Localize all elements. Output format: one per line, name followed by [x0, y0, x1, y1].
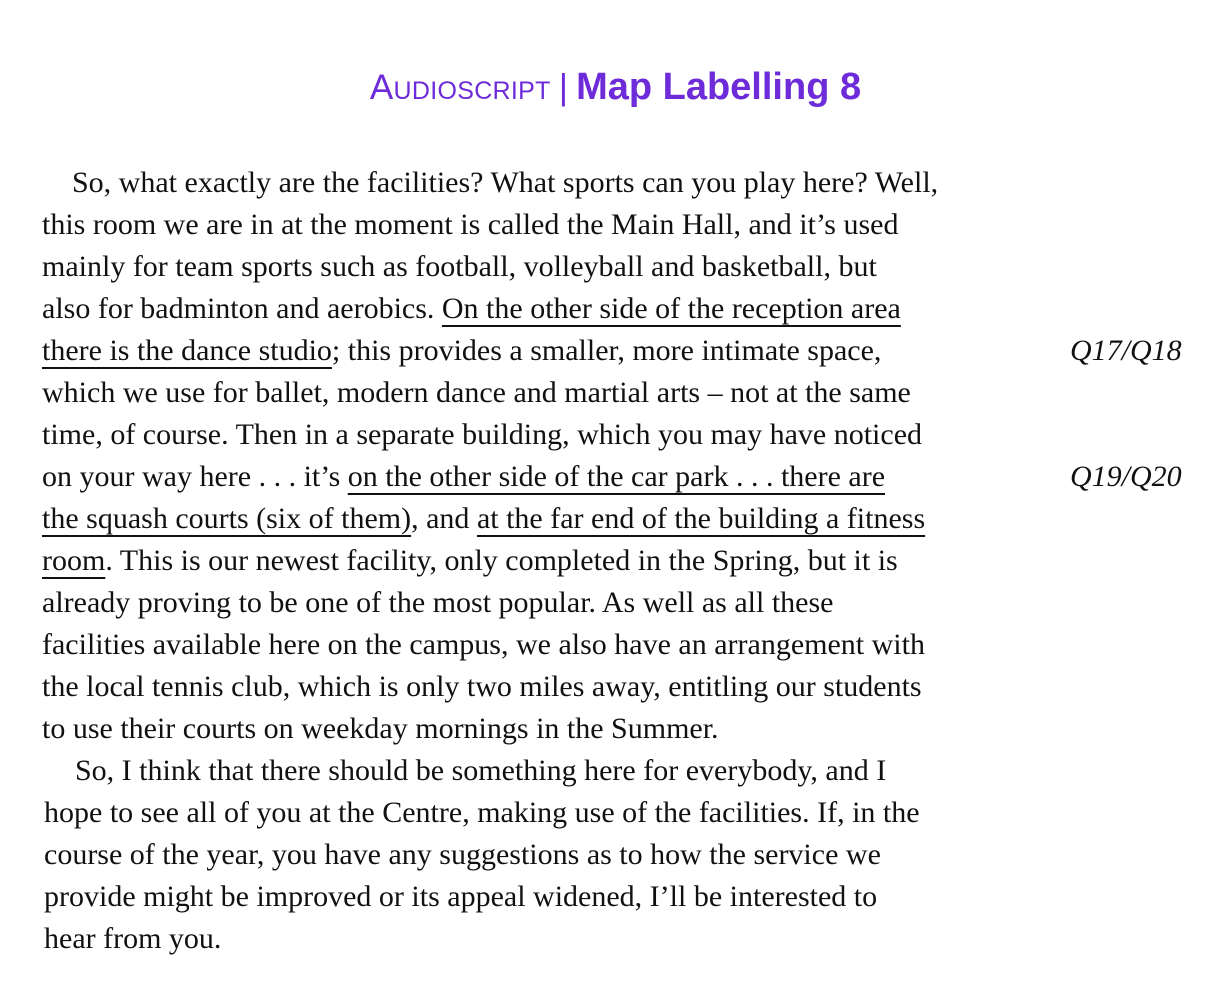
page-title	[0, 62, 1231, 120]
section-title: Map Labelling 8	[576, 66, 862, 108]
text-line: facilities available here on the campus, we also have an arrangement with	[42, 628, 925, 661]
text-line: the squash courts (six of them), and at the far end of the building a fitness	[42, 502, 926, 535]
answer-underline-q19: on the other side of the car park . . . there are	[347, 460, 886, 493]
text-line: hear from you.	[44, 922, 222, 955]
text-line: on your way here . . . it’s on the other side of the car park . . . there are	[42, 460, 886, 493]
text-line: provide might be improved or its appeal widened, I’ll be interested to	[44, 880, 878, 913]
text-line: hope to see all of you at the Centre, making use of the facilities. If, in the	[44, 796, 920, 829]
text-line: already proving to be one of the most popular. As well as all these	[42, 586, 834, 619]
question-ref-q17-q18: Q17/Q18	[1070, 334, 1182, 367]
text-line: to use their courts on weekday mornings in the Summer.	[42, 712, 719, 745]
text-line: this room we are in at the moment is called the Main Hall, and it’s used	[42, 208, 899, 241]
text-line: room. This is our newest facility, only completed in the Spring, but it is	[42, 544, 898, 577]
text-line: the local tennis club, which is only two miles away, entitling our students	[42, 670, 922, 703]
text-line: So, I think that there should be something here for everybody, and I	[75, 754, 887, 787]
audioscript-label: Audioscript	[369, 68, 551, 107]
answer-underline-q20-cont: room	[42, 544, 106, 577]
answer-underline-q20: at the far end of the building a fitness	[476, 502, 926, 535]
text-line: there is the dance studio; this provides a smaller, more intimate space,	[42, 334, 882, 367]
answer-underline-q17-cont: there is the dance studio	[42, 334, 332, 367]
text-line: time, of course. Then in a separate building, which you may have noticed	[42, 418, 923, 451]
text-line: which we use for ballet, modern dance and martial arts – not at the same	[42, 376, 911, 409]
text-line: So, what exactly are the facilities? What sports can you play here? Well,	[72, 166, 939, 199]
text-line: mainly for team sports such as football, volleyball and basketball, but	[42, 250, 877, 283]
question-ref-q19-q20: Q19/Q20	[1070, 460, 1182, 493]
text-line: also for badminton and aerobics. On the other side of the reception area	[42, 292, 901, 325]
title-separator: |	[558, 66, 569, 107]
answer-underline-q17: On the other side of the reception area	[441, 292, 901, 325]
answer-underline-q19-cont: the squash courts (six of them)	[42, 502, 412, 535]
text-line: course of the year, you have any suggestions as to how the service we	[44, 838, 881, 871]
